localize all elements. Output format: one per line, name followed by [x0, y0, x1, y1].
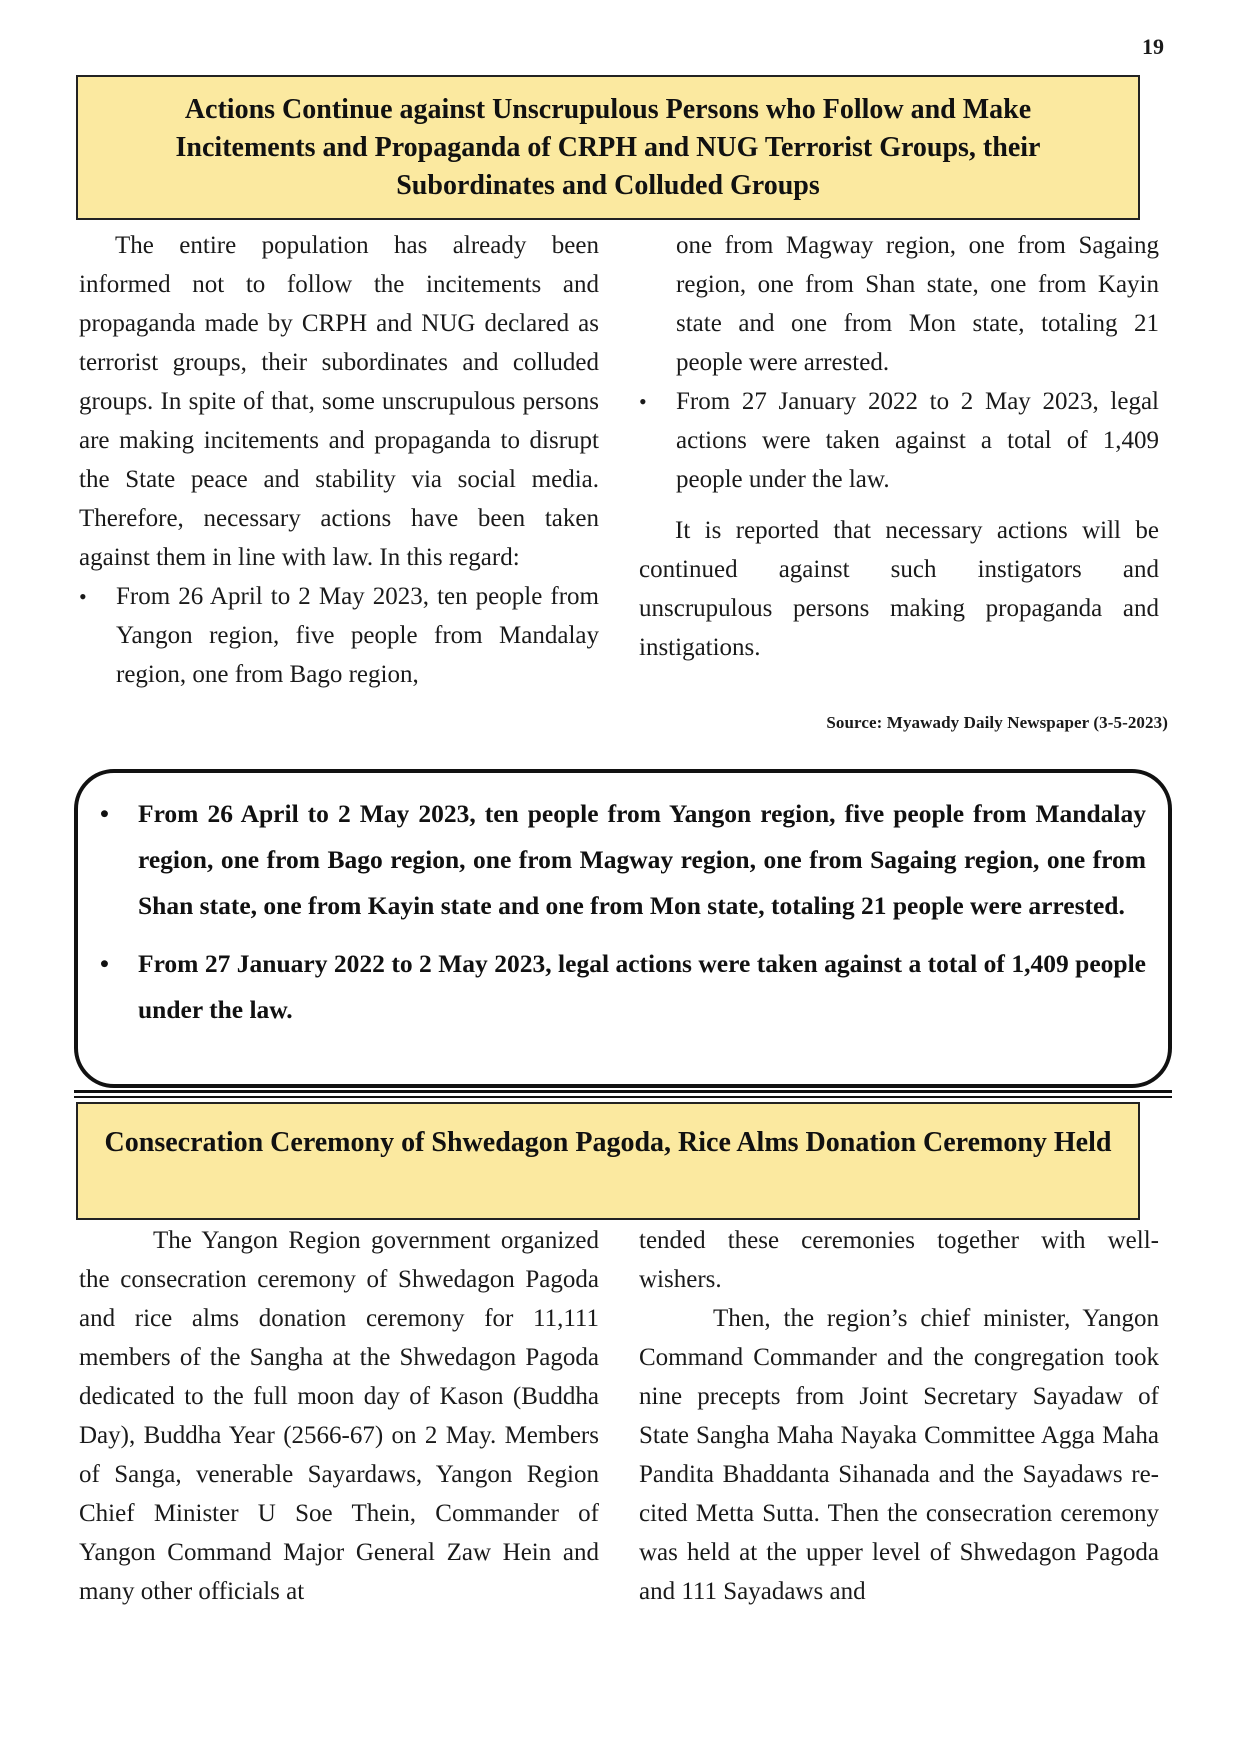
- article2-left-column: [79, 1221, 599, 1611]
- article2-paragraph2: Then, the region’s chief minister, Yangon Command Commander and the congregation took nine precepts from Joint Secretary Sayadaw of State Sangha Maha Nayaka Committee Agga Maha Pandita Bhaddanta Sihanada and the Sayadaws recited Metta Sutta. Then the consecration ceremony was held at the upper level of Shwedagon Pagoda and 111 Sayadaws and: [639, 1305, 1159, 1605]
- article1-bullet2: • From 27 January 2022 to 2 May 2023, legal actions were taken against a total of 1,409 people under the law.: [639, 382, 1159, 499]
- summary-item: • From 26 April to 2 May 2023, ten people from Yangon region, five people from Mandalay region, one from Bago region, one from Magway region, one from Sagaing region, one from Shan state, one from Kayin state and one from Mon state, totaling 21 people were arrested.: [100, 791, 1146, 929]
- article1-right-column: [639, 226, 1159, 667]
- article1-bullet1-continued: one from Magway region, one from Sagaing region, one from Shan state, one from Kayin state and one from Mon state, totaling 21 people were arrested.: [676, 232, 1159, 376]
- section-divider-top: [74, 1090, 1172, 1093]
- article1-left-column: [79, 226, 599, 694]
- article1-intro-paragraph: The entire population has already been informed not to follow the incitements and propaganda made by CRPH and NUG declared as terrorist groups, their subordinates and colluded groups. In spite of that, some unscrupulous persons are making incitements and propaganda to disrupt the State peace and stability via social media. Therefore, necessary actions have been taken against them in line with law. In this regard:: [79, 232, 599, 571]
- article2-paragraph1: The Yangon Region government organized the consecration ceremony of Shwedagon Pagoda and rice alms donation ceremony for 11,111 members of the Sangha at the Shwedagon Pagoda dedicated to the full moon day of Kason (Buddha Day), Buddha Year (2566-67) on 2 May. Members of Sanga, venerable Sayardaws, Yangon Region Chief Minister U Soe Thein, Commander of Yangon Command Major General Zaw Hein and many other officials at: [79, 1227, 599, 1605]
- article1-closing-paragraph: It is reported that necessary actions will be continued against such instigators and unscrupulous persons making propaganda and instigations.: [639, 517, 1159, 661]
- section-divider-bottom: [74, 1096, 1172, 1098]
- article1-headline: Actions Continue against Unscrupulous Persons who Follow and Make Incitements and Propaganda of CRPH and NUG Terrorist Groups, their Subordinates and Colluded Groups: [76, 75, 1140, 220]
- summary-box: [74, 769, 1172, 1088]
- article1-source: Source: Myawady Daily Newspaper (3-5-2023): [826, 713, 1168, 732]
- summary-item: • From 27 January 2022 to 2 May 2023, legal actions were taken against a total of 1,409 people under the law.: [100, 941, 1146, 1033]
- article1-bullet1-start: • From 26 April to 2 May 2023, ten people from Yangon region, five people from Mandalay region, one from Bago region,: [79, 577, 599, 694]
- page-number: 19: [1142, 34, 1164, 59]
- article2-right-column: [639, 1221, 1159, 1611]
- article2-paragraph1-continued: tended these ceremonies together with well-wishers.: [639, 1227, 1159, 1293]
- article2-headline: Consecration Ceremony of Shwedagon Pagoda, Rice Alms Donation Ceremony Held: [76, 1102, 1140, 1220]
